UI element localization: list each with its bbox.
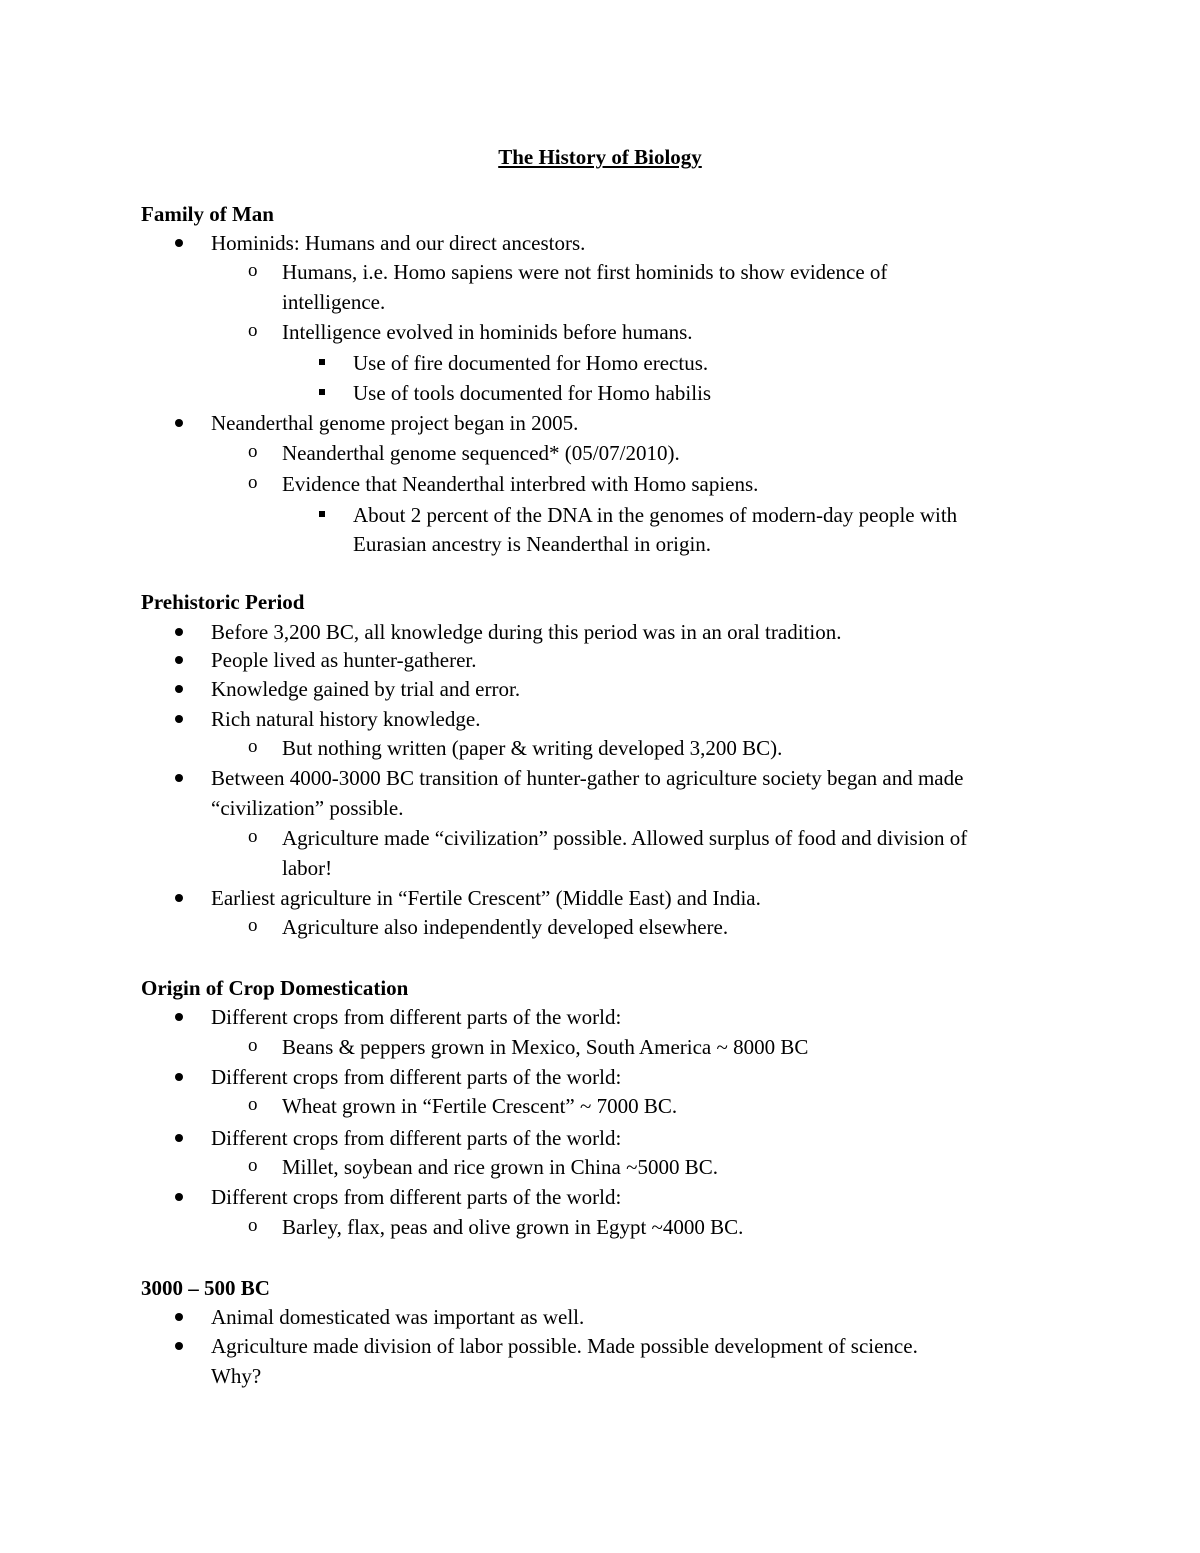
list-item-text: About 2 percent of the DNA in the genomes of modern-day people with	[353, 503, 958, 527]
bullet-disc-icon	[175, 419, 183, 427]
bullet-disc-icon	[175, 656, 183, 664]
bullet-square-icon	[319, 511, 325, 517]
bullet-disc-icon	[175, 1313, 183, 1321]
section-heading-crop-domestication: Origin of Crop Domestication	[141, 976, 409, 1000]
list-item-text: Agriculture made “civilization” possible. Allowed surplus of food and division of	[282, 826, 968, 850]
list-item-text: Earliest agriculture in “Fertile Crescent” (Middle East) and India.	[211, 886, 761, 910]
bullet-circle-icon: o	[248, 441, 258, 462]
list-item-text: Before 3,200 BC, all knowledge during this period was in an oral tradition.	[211, 620, 842, 644]
section-heading-prehistoric-period: Prehistoric Period	[141, 590, 305, 614]
bullet-circle-icon: o	[248, 1155, 258, 1176]
list-item-text: Different crops from different parts of the world:	[211, 1005, 622, 1029]
list-item-text: Different crops from different parts of the world:	[211, 1065, 622, 1089]
list-item-text: Evidence that Neanderthal interbred with Homo sapiens.	[282, 472, 759, 496]
list-item-text: Millet, soybean and rice grown in China ~5000 BC.	[282, 1155, 718, 1179]
list-item-text: Neanderthal genome sequenced* (05/07/2010).	[282, 441, 680, 465]
list-item-text: Beans & peppers grown in Mexico, South America ~ 8000 BC	[282, 1035, 809, 1059]
list-item-text: Animal domesticated was important as well.	[211, 1305, 585, 1329]
list-item-text: But nothing written (paper & writing developed 3,200 BC).	[282, 736, 783, 760]
list-item-text: Intelligence evolved in hominids before humans.	[282, 320, 693, 344]
list-item-text: Why?	[211, 1364, 262, 1388]
bullet-disc-icon	[175, 628, 183, 636]
bullet-disc-icon	[175, 1193, 183, 1201]
bullet-circle-icon: o	[248, 826, 258, 847]
list-item-text: Use of fire documented for Homo erectus.	[353, 351, 709, 375]
section-heading-3000-500-bc: 3000 – 500 BC	[141, 1276, 270, 1300]
list-item-text: Between 4000-3000 BC transition of hunter-gather to agriculture society began and made	[211, 766, 964, 790]
bullet-disc-icon	[175, 715, 183, 723]
bullet-disc-icon	[175, 1342, 183, 1350]
bullet-circle-icon: o	[248, 320, 258, 341]
list-item-text: “civilization” possible.	[211, 796, 404, 820]
list-item-text: Hominids: Humans and our direct ancestors.	[211, 231, 586, 255]
bullet-circle-icon: o	[248, 915, 258, 936]
list-item-text: intelligence.	[282, 290, 386, 314]
document-title: The History of Biology	[498, 145, 702, 169]
bullet-circle-icon: o	[248, 736, 258, 757]
bullet-square-icon	[319, 359, 325, 365]
list-item-text: People lived as hunter-gatherer.	[211, 648, 477, 672]
list-item-text: Different crops from different parts of the world:	[211, 1126, 622, 1150]
list-item-text: Agriculture made division of labor possible. Made possible development of science.	[211, 1334, 918, 1358]
list-item-text: Agriculture also independently developed elsewhere.	[282, 915, 729, 939]
list-item-text: Different crops from different parts of the world:	[211, 1185, 622, 1209]
list-item-text: Wheat grown in “Fertile Crescent” ~ 7000 BC.	[282, 1094, 678, 1118]
bullet-disc-icon	[175, 1073, 183, 1081]
list-item-text: Rich natural history knowledge.	[211, 707, 481, 731]
bullet-circle-icon: o	[248, 1035, 258, 1056]
list-item-text: Barley, flax, peas and olive grown in Egypt ~4000 BC.	[282, 1215, 744, 1239]
list-item-text: labor!	[282, 856, 333, 880]
bullet-circle-icon: o	[248, 260, 258, 281]
section-heading-family-of-man: Family of Man	[141, 202, 274, 226]
list-item-text: Eurasian ancestry is Neanderthal in origin.	[353, 532, 712, 556]
bullet-disc-icon	[175, 239, 183, 247]
list-item-text: Neanderthal genome project began in 2005.	[211, 411, 579, 435]
bullet-square-icon	[319, 389, 325, 395]
list-item-text: Knowledge gained by trial and error.	[211, 677, 521, 701]
list-item-text: Use of tools documented for Homo habilis	[353, 381, 712, 405]
bullet-circle-icon: o	[248, 1094, 258, 1115]
bullet-disc-icon	[175, 685, 183, 693]
list-item-text: Humans, i.e. Homo sapiens were not first hominids to show evidence of	[282, 260, 888, 284]
bullet-disc-icon	[175, 1134, 183, 1142]
bullet-disc-icon	[175, 1013, 183, 1021]
bullet-disc-icon	[175, 894, 183, 902]
bullet-circle-icon: o	[248, 472, 258, 493]
bullet-disc-icon	[175, 774, 183, 782]
bullet-circle-icon: o	[248, 1215, 258, 1236]
